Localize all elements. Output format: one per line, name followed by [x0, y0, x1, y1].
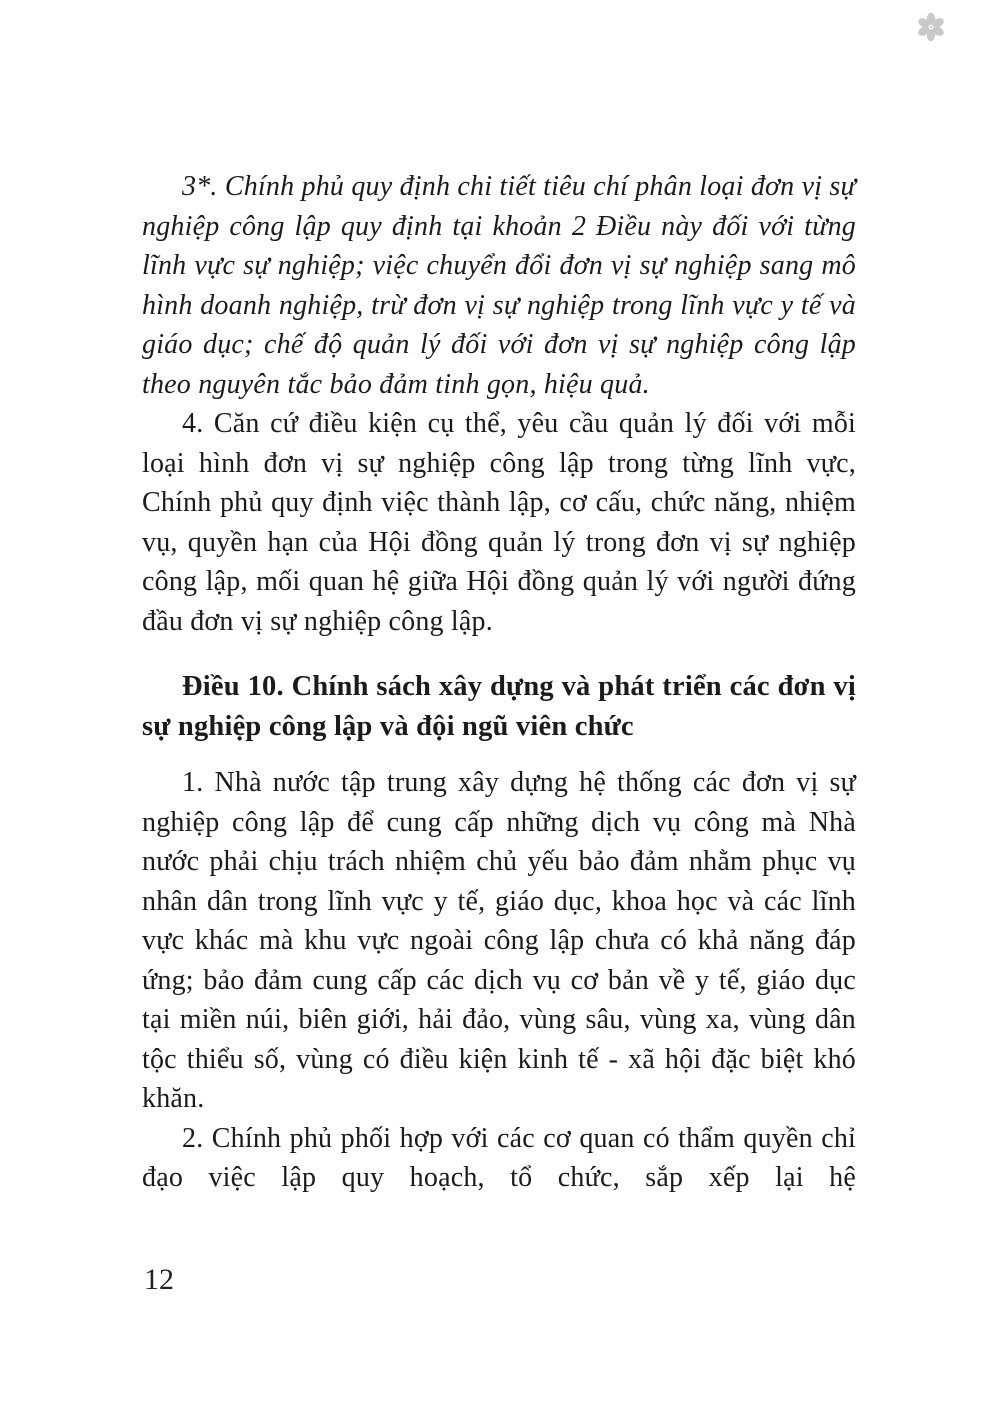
page-number: 12: [144, 1263, 174, 1296]
paragraph-clause-2: 2. Chính phủ phối hợp với các cơ quan có thẩm quyền chỉ đạo việc lập quy hoạch, tổ chức, sắp xếp lại hệ: [142, 1122, 856, 1193]
paragraph-clause-4: 4. Căn cứ điều kiện cụ thể, yêu cầu quản lý đối với mỗi loại hình đơn vị sự nghiệp công lập trong từng lĩnh vực, Chính phủ quy định việc thành lập, cơ cấu, chức năng, nhiệm vụ, quyền hạn của Hội đồng quản lý trong đơn vị sự nghiệp công lập, mối quan hệ giữa Hội đồng quản lý với người đứng đầu đơn vị sự nghiệp công lập.: [142, 408, 856, 637]
flower-ornament-icon: [916, 12, 946, 42]
page-text-block: [142, 167, 856, 1198]
paragraph-clause-1: 1. Nhà nước tập trung xây dựng hệ thống các đơn vị sự nghiệp công lập để cung cấp những dịch vụ công mà Nhà nước phải chịu trách nhiệm chủ yếu bảo đảm nhằm phục vụ nhân dân trong lĩnh vực y tế, giáo dục, khoa học và các lĩnh vực khác mà khu vực ngoài công lập chưa có khả năng đáp ứng; bảo đảm cung cấp các dịch vụ cơ bản về y tế, giáo dục tại miền núi, biên giới, hải đảo, vùng sâu, vùng xa, vùng dân tộc thiểu số, vùng có điều kiện kinh tế - xã hội đặc biệt khó khăn.: [142, 767, 856, 1114]
paragraph-clause-3: 3*. Chính phủ quy định chi tiết tiêu chí phân loại đơn vị sự nghiệp công lập quy định tại khoản 2 Điều này đối với từng lĩnh vực sự nghiệp; việc chuyển đổi đơn vị sự nghiệp sang mô hình doanh nghiệp, trừ đơn vị sự nghiệp trong lĩnh vực y tế và giáo dục; chế độ quản lý đối với đơn vị sự nghiệp công lập theo nguyên tắc bảo đảm tinh gọn, hiệu quả.: [142, 171, 856, 400]
article-10-heading: Điều 10. Chính sách xây dựng và phát triển các đơn vị sự nghiệp công lập và đội ngũ viên chức: [142, 671, 856, 742]
